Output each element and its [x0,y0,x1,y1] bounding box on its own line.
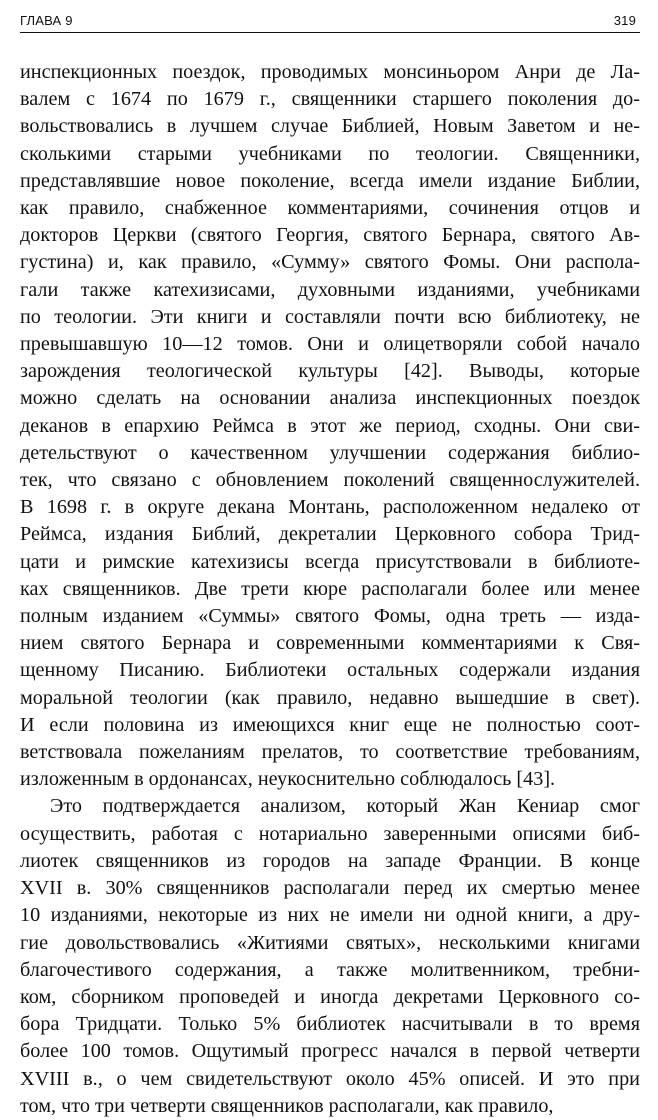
text-line: инспекционных поездок, проводимых монсиньором Анри де Ла- [20,61,640,83]
text-line: зарождения теологической культуры [42]. Выводы, которые [20,360,640,383]
text-line: ветствовала пожеланиям прелатов, то соответствие требованиям, [20,741,640,764]
text-line: XVIII в., о чем свидетельствуют около 45% описей. И это при [20,1067,640,1090]
paragraph-2 [20,793,640,1119]
text-line: бора Тридцати. Только 5% библиотек насчитывали в то время [20,1013,640,1036]
text-line: цати и римские катехизисы всегда присутствовали в библиоте- [20,550,640,573]
text-line: полным изданием «Суммы» святого Фомы, одна треть — изда- [20,605,640,628]
chapter-label: ГЛАВА 9 [20,13,73,28]
text-line: представлявшие новое поколение, всегда имели издание Библии, [20,169,640,192]
text-line: моральной теологии (как правило, недавно вышедшие в свет). [20,686,640,709]
text-line: Это подтверждается анализом, который Жан Кениар смог [50,795,640,818]
text-line: Реймса, издания Библий, декреталии Церковного собора Трид- [20,523,640,546]
text-line: ком, сборником проповедей и иногда декретами Церковного со- [20,985,640,1008]
text-line: детельствуют о качественном улучшении содержания библио- [20,441,640,464]
text-line: по теологии. Эти книги и составляли почти всю библиотеку, не [20,305,640,328]
running-head [20,14,640,33]
text-line: щенному Писанию. Библиотеки остальных содержали издания [20,659,640,682]
page-number: 319 [613,13,636,28]
text-line: 10 изданиями, некоторые из них не имели ни одной книги, а дру- [20,904,640,927]
text-line: том, что три четверти священников располагали, как правило, [20,1094,554,1117]
text-line: деканов в епархию Реймса в этот же период, сходны. Они сви- [20,414,640,437]
text-line: гали также катехизисами, духовными изданиями, учебниками [20,278,640,301]
paragraph-1 [20,59,640,793]
body-text [20,59,640,1120]
text-line: ках священников. Две трети кюре располагали более или менее [20,577,640,600]
text-line: докторов Церкви (святого Георгия, святого Бернара, святого Ав- [20,224,640,247]
text-line: XVII в. 30% священников располагали перед их смертью менее [20,877,640,900]
text-line: вольствовались в лучшем случае Библией, Новым Заветом и не- [20,115,640,138]
text-line: нием святого Бернара и современными комментариями к Свя- [20,632,640,655]
text-line: изложенным в ордонансах, неукоснительно соблюдалось [43]. [20,768,556,791]
text-line: как правило, снабженное комментариями, сочинения отцов и [20,197,640,220]
text-line: лиотек священников из городов на западе Франции. В конце [20,849,640,872]
text-line: благочестивого содержания, а также молитвенником, требни- [20,958,640,981]
text-line: можно сделать на основании анализа инспекционных поездок [20,387,640,410]
text-line: валем с 1674 по 1679 г., священники старшего поколения до- [20,88,640,111]
text-line: тек, что связано с обновлением поколений священнослужителей. [20,469,640,492]
text-line: гие довольствовались «Житиями святых», несколькими книгами [20,931,640,954]
text-line: превышавшую 10—12 томов. Они и олицетворяли собой начало [20,333,640,356]
text-line: густина) и, как правило, «Сумму» святого Фомы. Они распола- [20,251,640,274]
text-line: В 1698 г. в округе декана Монтань, расположенном недалеко от [20,496,640,519]
text-line: сколькими старыми учебниками по теологии. Священники, [20,142,640,165]
text-line: И если половина из имеющихся книг еще не полностью соот- [20,713,640,736]
text-line: осуществить, работая с нотариально заверенными описями биб- [20,822,640,845]
text-line: более 100 томов. Ощутимый прогресс начался в первой четверти [20,1040,640,1063]
